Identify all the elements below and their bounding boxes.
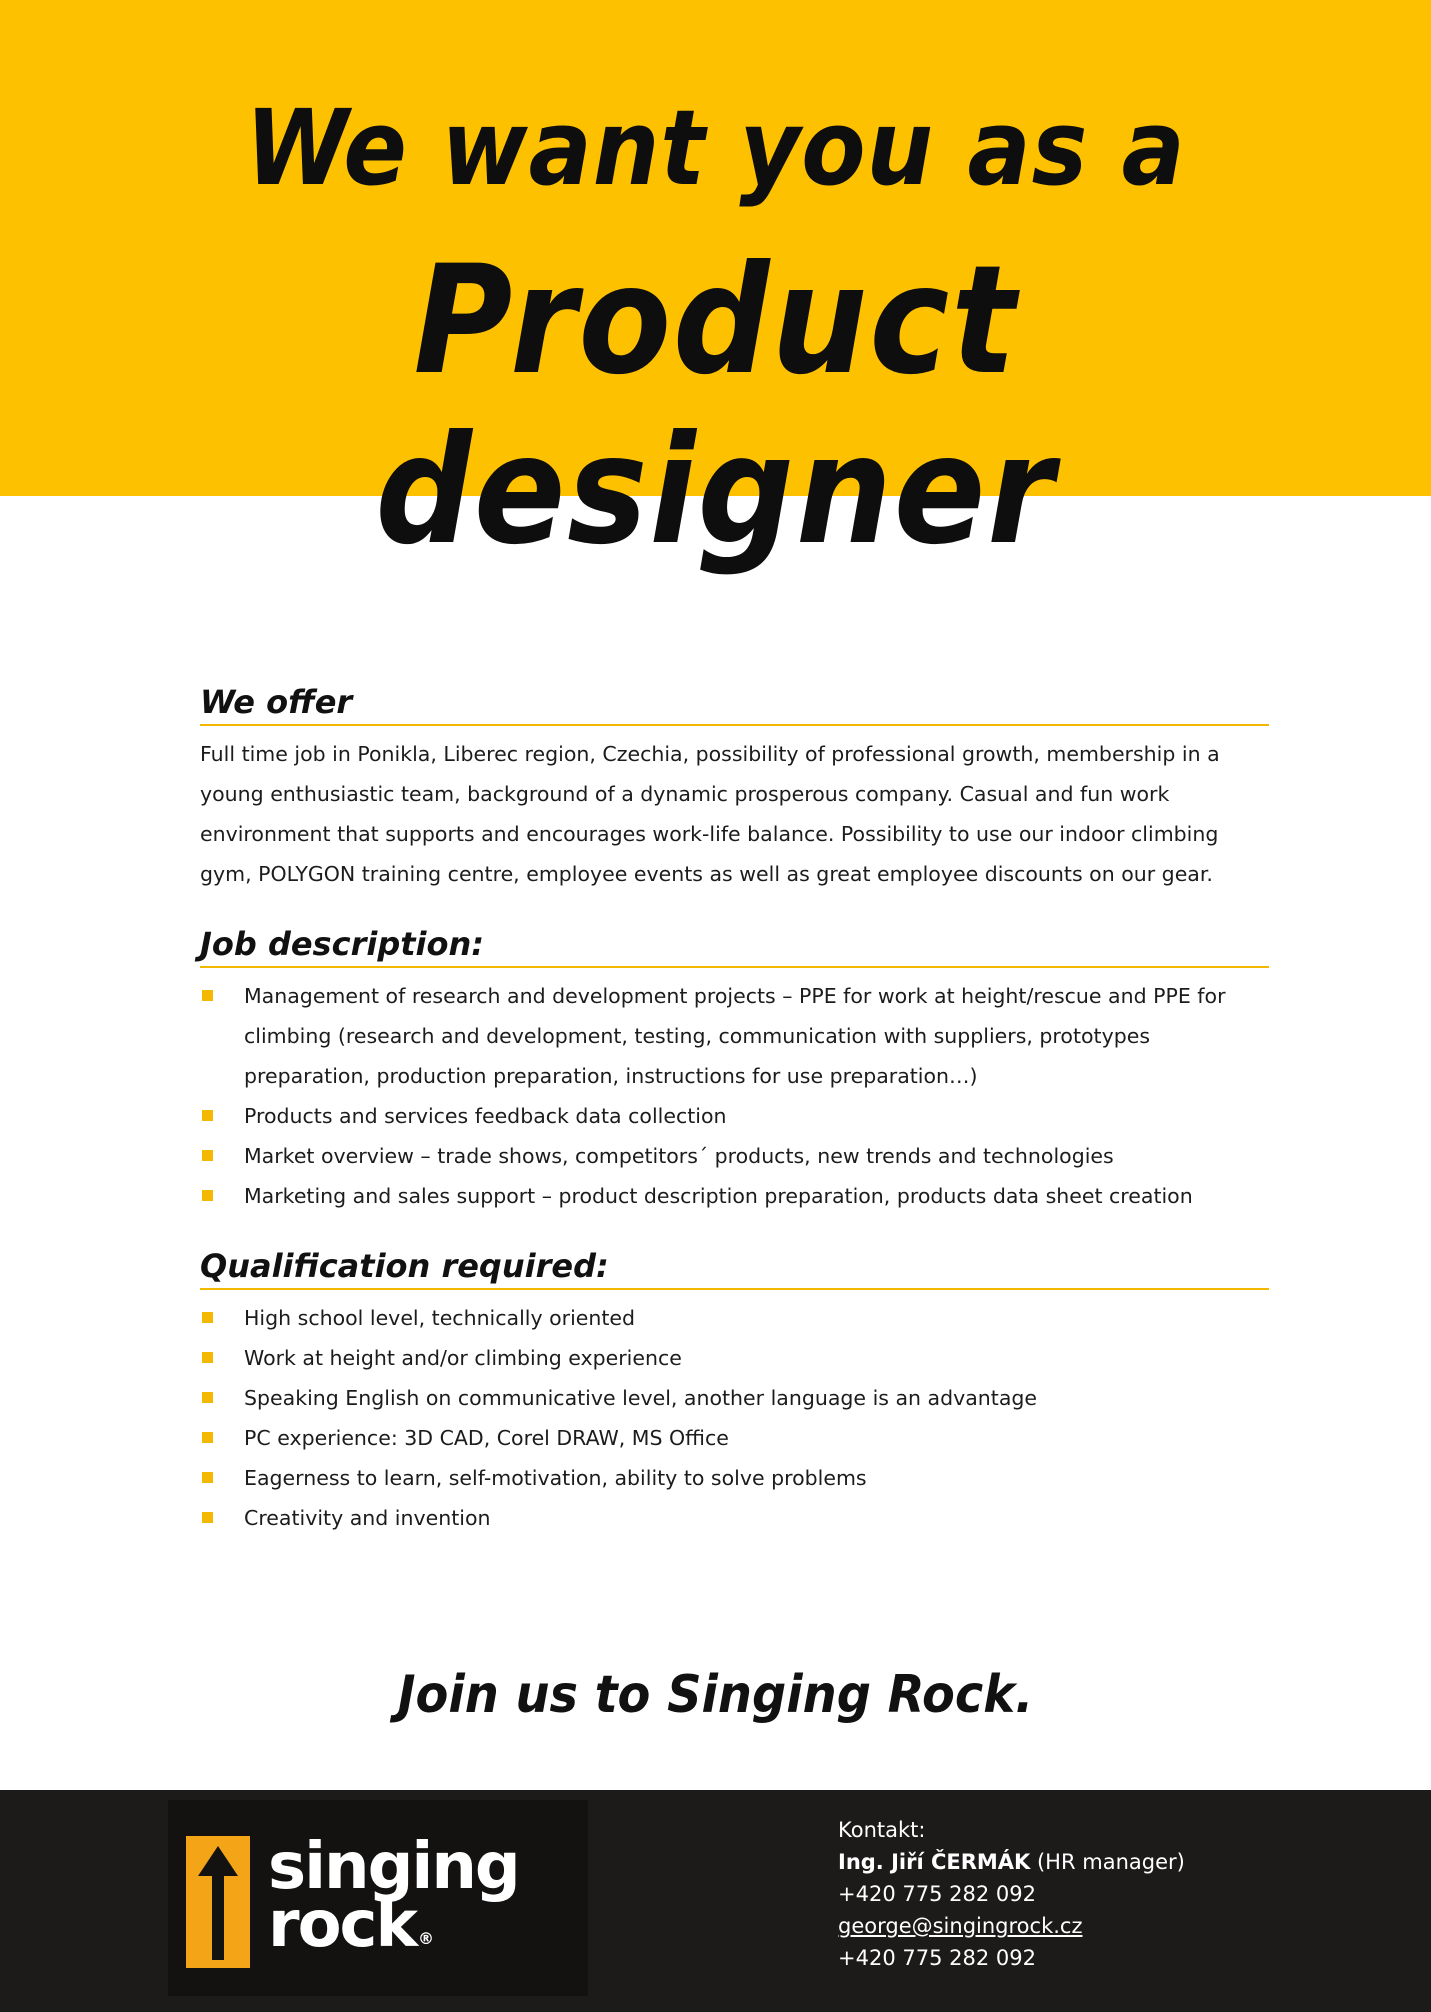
square-bullet-icon	[202, 1472, 213, 1483]
hero-headline: We want you as a	[245, 87, 1186, 209]
contact-phone-secondary: +420 775 282 092	[838, 1946, 1036, 1970]
job-posting-content	[200, 680, 1269, 1566]
job-description-list	[200, 976, 1269, 1216]
list-item: High school level, technically oriented	[200, 1298, 1269, 1338]
logo-wordmark	[268, 1830, 519, 1968]
square-bullet-icon	[202, 1110, 213, 1121]
job-description-section	[200, 922, 1269, 1216]
qualification-section	[200, 1244, 1269, 1538]
list-item: Speaking English on communicative level, another language is an advantage	[200, 1378, 1269, 1418]
contact-block	[838, 1814, 1185, 1974]
footer	[0, 1790, 1431, 2012]
square-bullet-icon	[202, 1352, 213, 1363]
list-item: Marketing and sales support – product description preparation, products data sheet creation	[200, 1176, 1269, 1216]
list-item: Creativity and invention	[200, 1498, 1269, 1538]
square-bullet-icon	[202, 1312, 213, 1323]
square-bullet-icon	[202, 1190, 213, 1201]
square-bullet-icon	[202, 1432, 213, 1443]
singing-rock-logo	[168, 1800, 588, 1996]
square-bullet-icon	[202, 1392, 213, 1403]
hero-banner	[0, 0, 1431, 578]
contact-role: (HR manager)	[1030, 1850, 1185, 1874]
list-item: Market overview – trade shows, competitors´ products, new trends and technologies	[200, 1136, 1269, 1176]
join-us-slogan: Join us to Singing Rock.	[397, 1665, 1034, 1725]
offer-text: Full time job in Ponikla, Liberec region, Czechia, possibility of professional growth, membership in a young enthusiastic team, background of a dynamic prosperous company. Casual and fun work environment that supports and encourages work-life balance. Possibility to use our indoor climbing gym, POLYGON training centre, employee events as well as great employee discounts on our gear.	[200, 742, 1220, 886]
list-item: Work at height and/or climbing experience	[200, 1338, 1269, 1378]
registered-mark: ®	[418, 1929, 435, 1948]
qualification-list	[200, 1298, 1269, 1538]
up-arrow-icon	[186, 1836, 250, 1968]
qualification-title: Qualification required:	[200, 1244, 1269, 1290]
contact-name: Ing. Jiří ČERMÁK	[838, 1850, 1031, 1874]
contact-email-link[interactable]: george@singingrock.cz	[838, 1914, 1083, 1938]
list-item: Eagerness to learn, self-motivation, ability to solve problems	[200, 1458, 1269, 1498]
list-item: Management of research and development projects – PPE for work at height/rescue and PPE for climbing (research and development, testing, communication with suppliers, prototypes preparation, production preparation, instructions for use preparation…)	[200, 976, 1269, 1096]
logo-word-singing: singing	[268, 1830, 519, 1904]
square-bullet-icon	[202, 1150, 213, 1161]
square-bullet-icon	[202, 1512, 213, 1523]
contact-label: Kontakt:	[838, 1818, 926, 1842]
list-item: Products and services feedback data collection	[200, 1096, 1269, 1136]
logo-word-rock: rock	[268, 1888, 417, 1962]
hero-job-title: Product designer	[375, 234, 1056, 578]
contact-phone-primary: +420 775 282 092	[838, 1882, 1036, 1906]
offer-title: We offer	[200, 680, 1269, 726]
offer-section	[200, 680, 1269, 894]
contact-person	[838, 1846, 1185, 1878]
list-item: PC experience: 3D CAD, Corel DRAW, MS Office	[200, 1418, 1269, 1458]
job-description-title: Job description:	[200, 922, 1269, 968]
square-bullet-icon	[202, 990, 213, 1001]
